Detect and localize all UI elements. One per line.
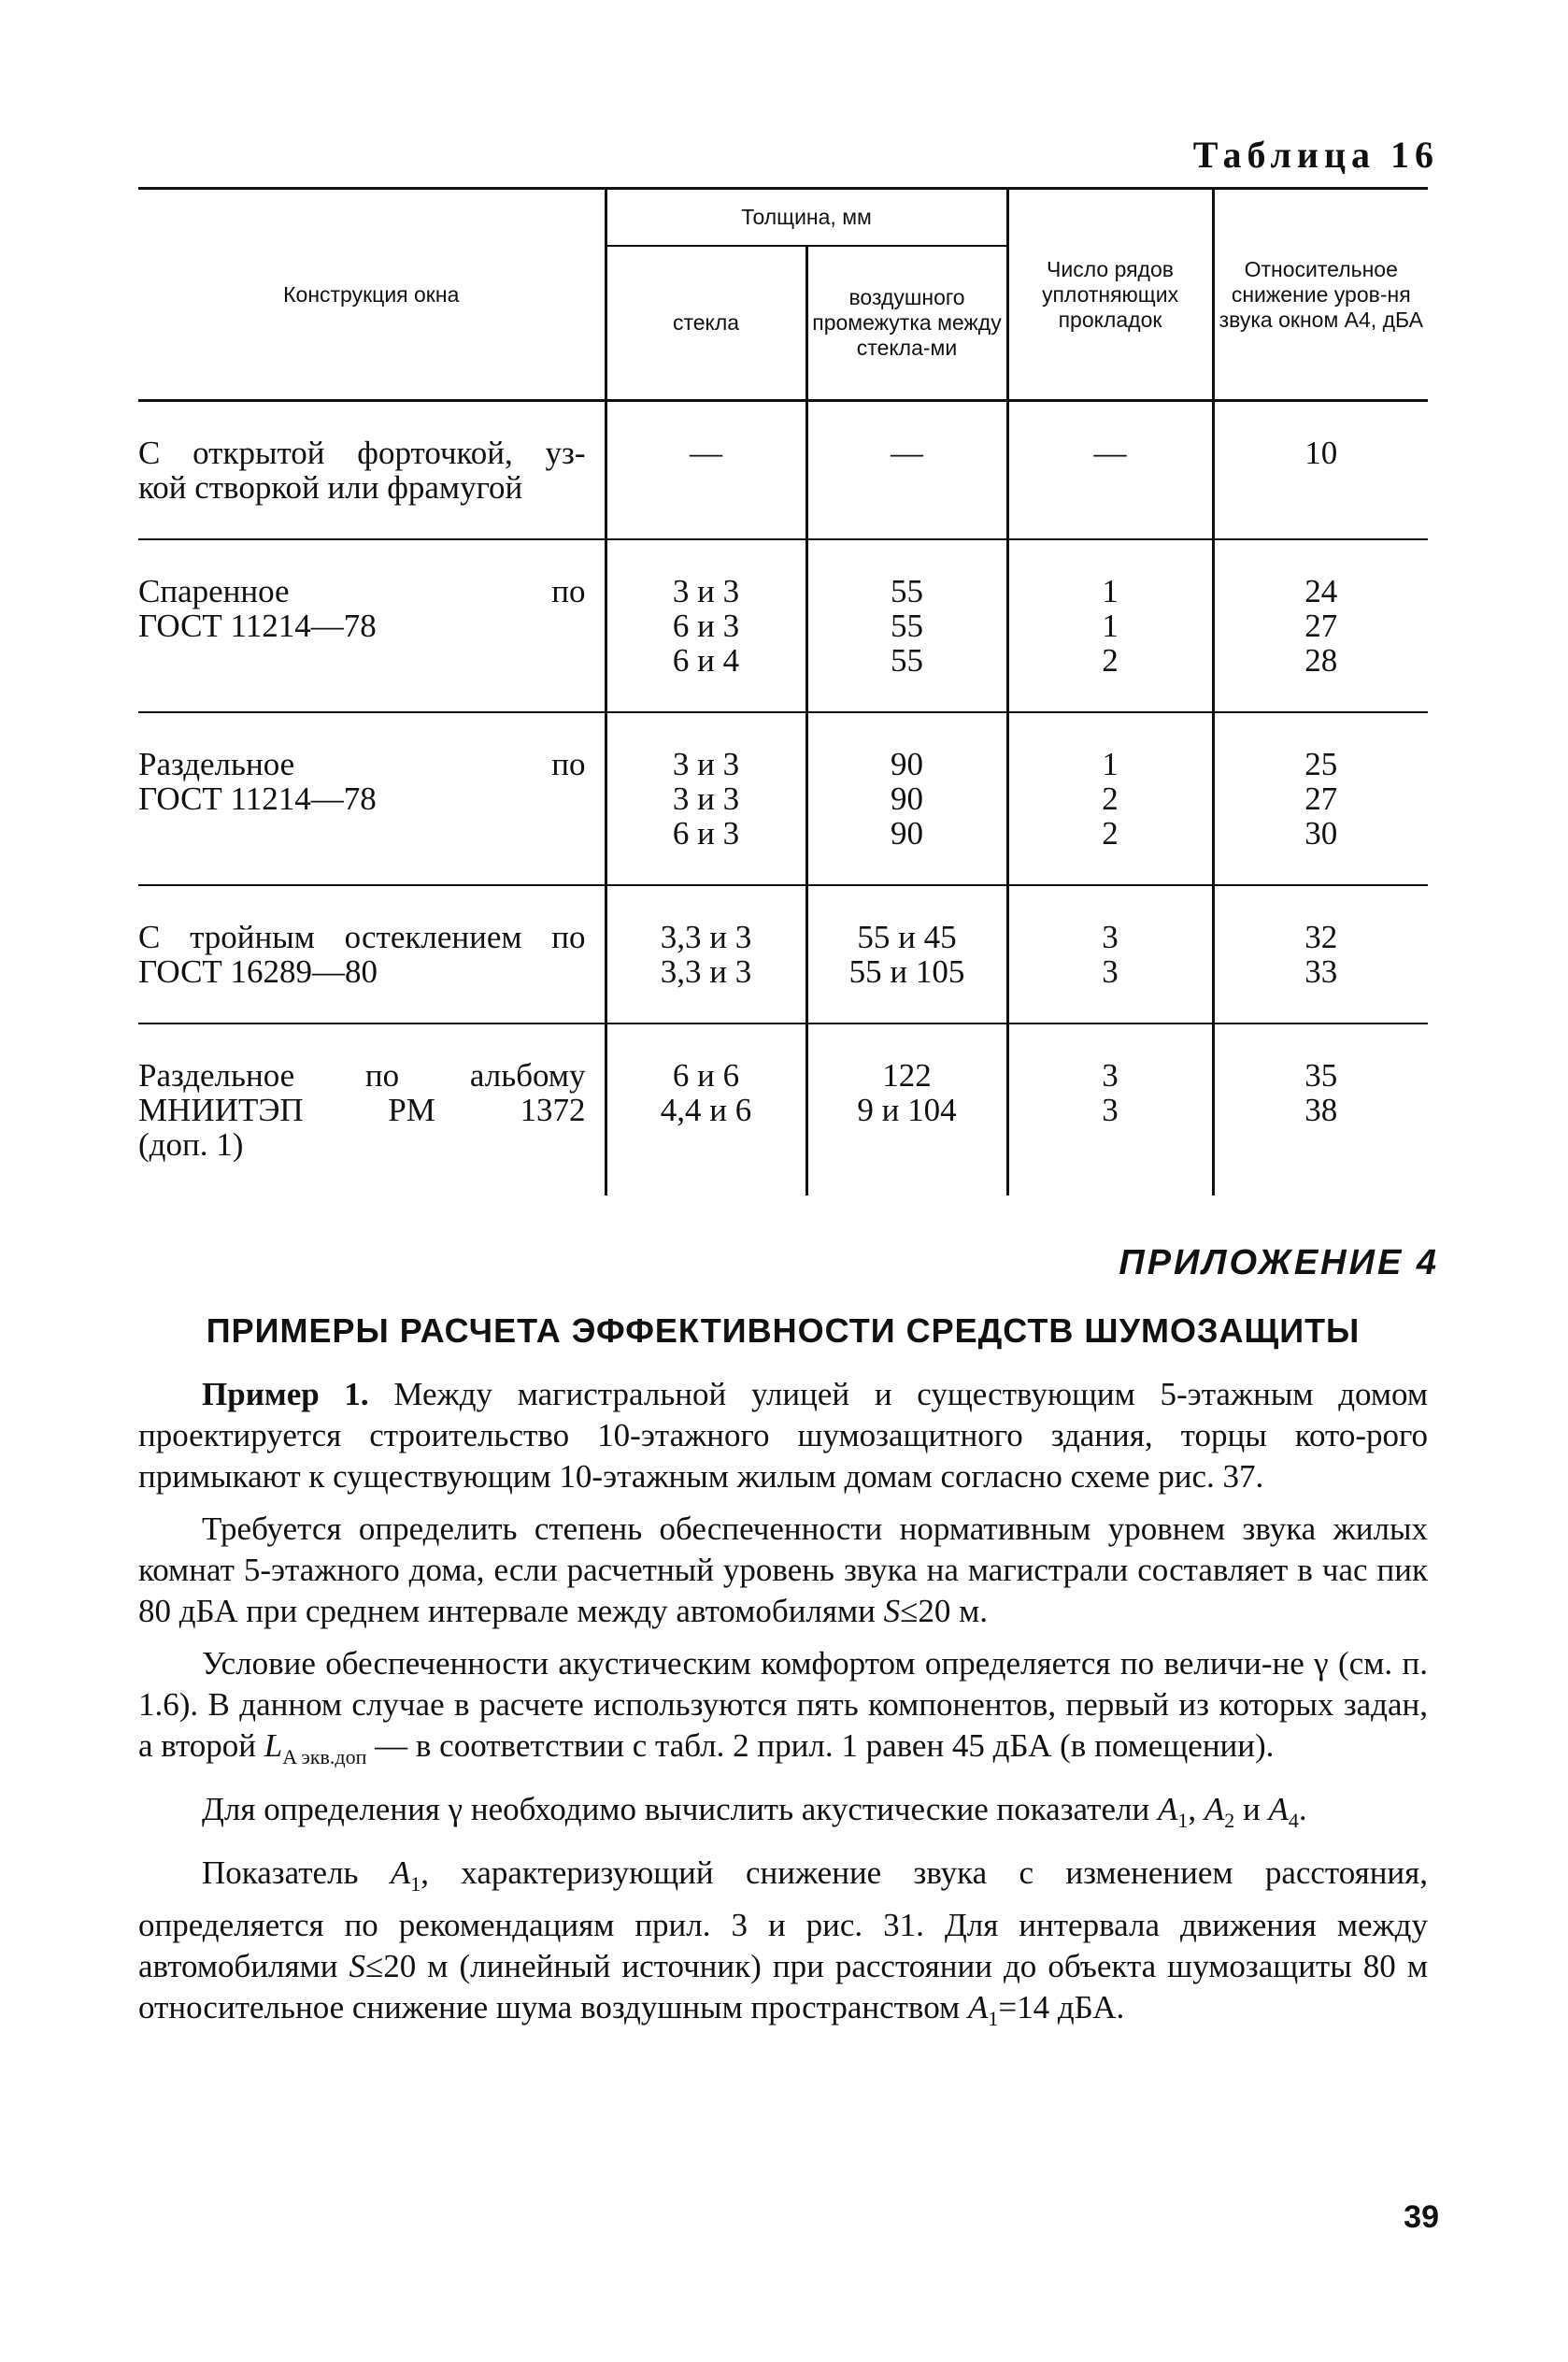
cell-air-gap [806,539,1007,712]
header-thickness: Толщина, мм [606,189,1007,246]
cell-value: 2 [1102,815,1119,852]
header-construction: Конструкция окна [138,189,606,401]
cell-seal-rows [1007,401,1213,540]
paragraph-indicator-a1 [138,1853,1428,2040]
table-row [138,885,1428,1024]
cell-value: 90 [891,815,923,852]
separator: . [1298,1791,1307,1827]
cell-value: 2 [1102,780,1119,817]
cell-value: 10 [1304,435,1338,471]
cell-value: 6 и 4 [672,642,740,679]
math-subscript: 1 [988,2007,999,2030]
construction-line: ГОСТ 16289—80 [138,953,378,990]
cell-glass [606,401,806,540]
math-subscript: 1 [410,1872,421,1896]
construction-line: Спаренное по [138,573,586,609]
header-seal-rows: Число рядов уплотняющих прокладок [1007,189,1213,401]
cell-reduction [1213,539,1428,712]
cell-air-gap [806,712,1007,885]
paragraph-condition [138,1643,1428,1778]
cell-construction [138,1024,606,1195]
cell-value: 38 [1304,1092,1338,1128]
body-text [138,1374,1428,2051]
cell-value: 3 и 3 [672,780,740,817]
math-variable: S [349,1948,366,1984]
cell-value: 1 [1102,608,1119,644]
paragraph-example-1 [138,1374,1428,1497]
paragraph-text: Для определения γ необходимо вычислить акустические показатели [202,1791,1158,1827]
cell-value: 24 [1304,573,1338,609]
paragraph-text: — в соответствии с табл. 2 прил. 1 равен 45 дБА (в помещении). [366,1727,1275,1764]
cell-value: 30 [1304,815,1338,852]
appendix-label: ПРИЛОЖЕНИЕ 4 [1119,1243,1439,1282]
cell-value: 25 [1304,746,1338,782]
window-construction-table [138,187,1428,1195]
cell-value: 27 [1304,608,1338,644]
construction-line: Раздельное по [138,746,586,782]
table-body [138,401,1428,1196]
page-number: 39 [1404,2199,1439,2235]
math-variable: S [883,1593,901,1629]
paragraph-requirement [138,1509,1428,1632]
construction-line: ГОСТ 11214—78 [138,780,377,817]
cell-construction [138,885,606,1024]
cell-value: — [690,435,722,471]
paragraph-text: Условие обеспеченности акустическим комфортом определяется по величи-не γ (см. п. 1.6). В данном случае в расчете используются пять компонентов, первый из которых задан, а второй [138,1645,1428,1764]
cell-value: 55 и 105 [848,953,965,990]
example-lead: Пример 1. [202,1376,369,1412]
table-row [138,539,1428,712]
appendix-title: ПРИМЕРЫ РАСЧЕТА ЭФФЕКТИВНОСТИ СРЕДСТВ ШУМОЗАЩИТЫ [206,1311,1361,1350]
cell-reduction [1213,1024,1428,1195]
cell-value: 3 [1102,919,1119,955]
cell-glass [606,712,806,885]
math-subscript: A экв.доп [282,1745,367,1768]
construction-line: (доп. 1) [138,1126,244,1163]
cell-value: 1 [1102,746,1119,782]
cell-reduction [1213,401,1428,540]
construction-line: МНИИТЭП РМ 1372 [138,1092,586,1128]
separator: , [1188,1791,1205,1827]
cell-air-gap [806,885,1007,1024]
math-variable: A [967,1989,989,2026]
cell-value: 6 и 3 [672,608,740,644]
cell-glass [606,885,806,1024]
paragraph-text: ≤20 м. [900,1593,988,1629]
construction-line: Раздельное по альбому [138,1057,586,1094]
cell-seal-rows [1007,885,1213,1024]
cell-value: 35 [1304,1057,1338,1094]
cell-value: 3,3 и 3 [660,953,752,990]
cell-value: 4,4 и 6 [660,1092,752,1128]
cell-value: 3 и 3 [672,573,740,609]
cell-seal-rows [1007,1024,1213,1195]
separator: и [1234,1791,1269,1827]
cell-value: 3 [1102,953,1119,990]
cell-value: 6 и 3 [672,815,740,852]
paragraph-text: Между магистральной улицей и существующим 5-этажным домом проектируется строительство 10-этажного шумозащитного здания, торцы кото-рого примыкают к существующим 10-этажным жилым домам согласно схеме рис. 37. [138,1376,1428,1495]
cell-seal-rows [1007,539,1213,712]
cell-value: 28 [1304,642,1338,679]
cell-value: 3 [1102,1057,1119,1094]
header-air-gap: воздушного промежутка между стекла-ми [806,246,1007,401]
cell-construction [138,401,606,540]
math-variable: A [1204,1791,1225,1827]
cell-value: 55 и 45 [857,919,957,955]
header-glass: стекла [606,246,806,401]
math-variable: A [1268,1791,1289,1827]
math-subscript: 1 [1177,1809,1189,1832]
cell-value: 90 [891,746,923,782]
cell-construction [138,712,606,885]
cell-value: 90 [891,780,923,817]
construction-line: кой створкой или фрамугой [138,469,523,506]
construction-line: С тройным остеклением по [138,919,586,955]
math-variable: L [264,1727,283,1764]
math-subscript: 4 [1288,1809,1299,1832]
cell-glass [606,539,806,712]
cell-value: 32 [1304,919,1338,955]
paragraph-text: Показатель [202,1854,391,1891]
cell-value: 27 [1304,780,1338,817]
header-reduction: Относительное снижение уров-ня звука окном А4, дБА [1213,189,1428,401]
cell-value: — [1093,435,1127,471]
cell-value: 3 и 3 [672,746,740,782]
table-row [138,401,1428,540]
cell-construction [138,539,606,712]
cell-value: 3 [1102,1092,1119,1128]
paragraph-text: =14 дБА. [998,1989,1125,2026]
cell-reduction [1213,885,1428,1024]
cell-air-gap [806,1024,1007,1195]
cell-value: — [891,435,923,471]
cell-air-gap [806,401,1007,540]
math-variable: A [390,1854,411,1891]
cell-reduction [1213,712,1428,885]
paragraph-indicators [138,1789,1428,1841]
construction-line: С открытой форточкой, уз- [138,435,586,471]
cell-value: 122 [882,1057,932,1094]
cell-value: 6 и 6 [672,1057,740,1094]
paragraph-text: Требуется определить степень обеспеченности нормативным уровнем звука жилых комнат 5-этажного дома, если расчетный уровень звука на магистрали составляет в час пик 80 дБА при среднем интервале между автомобилями [138,1510,1428,1629]
cell-value: 55 [891,573,923,609]
table-label: Таблица 16 [1192,134,1439,176]
math-variable: A [1157,1791,1178,1827]
cell-value: 9 и 104 [857,1092,957,1128]
cell-value: 3,3 и 3 [660,919,752,955]
cell-value: 33 [1304,953,1338,990]
cell-value: 1 [1102,573,1119,609]
table-row [138,1024,1428,1195]
math-subscript: 2 [1224,1809,1235,1832]
table-row [138,712,1428,885]
paragraph-text: ≤20 м (линейный источник) при расстоянии до объекта шумозащиты 80 м относительное снижение шума воздушным пространством [138,1948,1428,2026]
cell-value: 2 [1102,642,1119,679]
cell-value: 55 [891,642,923,679]
paragraph-text: , характеризующий снижение звука с изменением расстояния, определяется по рекомендациям прил. 3 и рис. 31. Для интервала движения между автомобилями [138,1854,1429,1984]
construction-line: ГОСТ 11214—78 [138,608,377,644]
cell-value: 55 [891,608,923,644]
cell-glass [606,1024,806,1195]
cell-seal-rows [1007,712,1213,885]
